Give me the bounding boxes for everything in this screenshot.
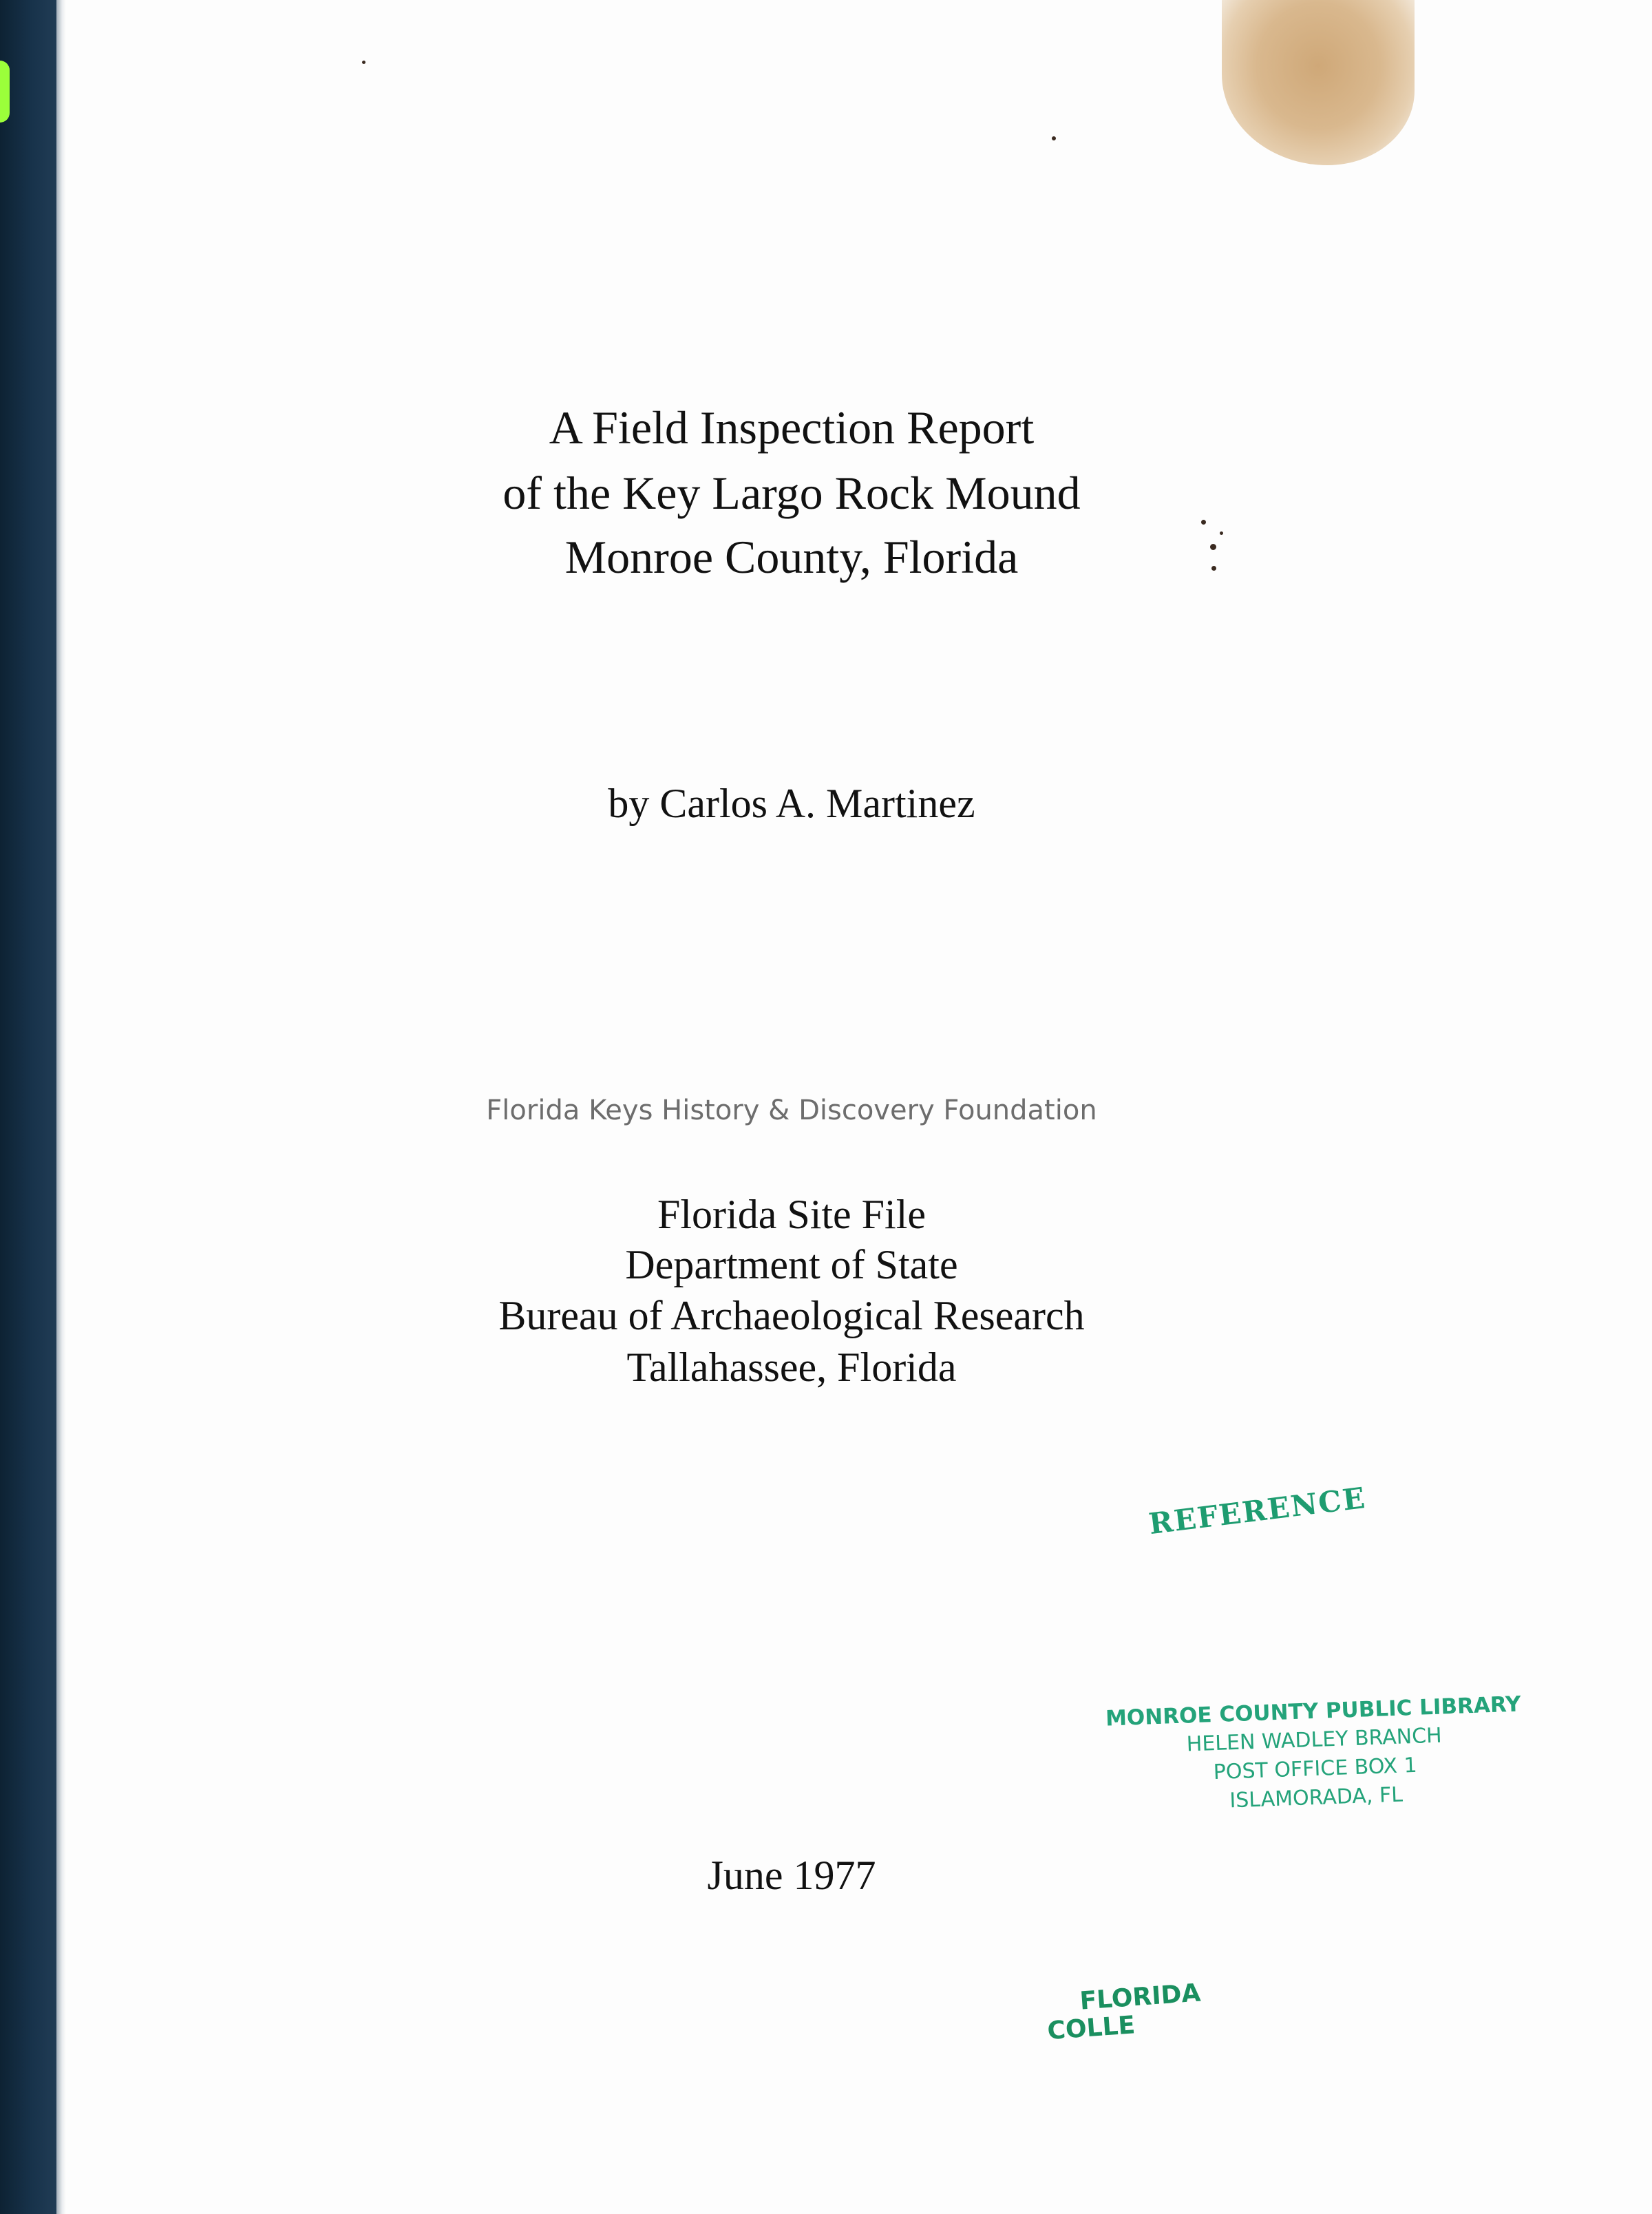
author-line: by Carlos A. Martinez — [608, 781, 975, 826]
reference-stamp: REFERENCE — [1147, 1480, 1368, 1541]
ink-speck — [1052, 136, 1056, 140]
florida-stamp-line-1: FLORIDA — [1079, 1979, 1202, 2016]
organization-line-3: Bureau of Archaeological Research — [498, 1293, 1085, 1338]
foundation-watermark: Florida Keys History & Discovery Foundation — [486, 1095, 1097, 1126]
library-stamp-line-4: ISLAMORADA, FL — [1229, 1782, 1404, 1813]
organization-line-2: Department of State — [625, 1242, 958, 1287]
ink-speck — [1201, 520, 1206, 525]
organization-line-1: Florida Site File — [657, 1192, 926, 1237]
organization-line-4: Tallahassee, Florida — [626, 1345, 957, 1390]
library-stamp-line-3: POST OFFICE BOX 1 — [1213, 1753, 1418, 1785]
florida-stamp-line-2: COLLE — [1046, 2011, 1136, 2046]
library-stamp-line-1: MONROE COUNTY PUBLIC LIBRARY — [1105, 1691, 1522, 1731]
report-title-line-2: of the Key Largo Rock Mound — [502, 467, 1081, 519]
binding-spine — [0, 0, 56, 2214]
ink-speck — [362, 61, 366, 64]
paper-stain — [1222, 0, 1415, 165]
florida-collection-stamp — [1046, 1976, 1262, 2046]
library-stamp-line-2: HELEN WADLEY BRANCH — [1186, 1723, 1443, 1757]
publication-date: June 1977 — [707, 1853, 876, 1898]
binding-shadow — [56, 0, 66, 2214]
report-title-line-1: A Field Inspection Report — [549, 401, 1035, 454]
green-tab-marker — [0, 61, 10, 123]
library-stamp — [1072, 1689, 1557, 1821]
report-title-line-3: Monroe County, Florida — [564, 531, 1019, 583]
